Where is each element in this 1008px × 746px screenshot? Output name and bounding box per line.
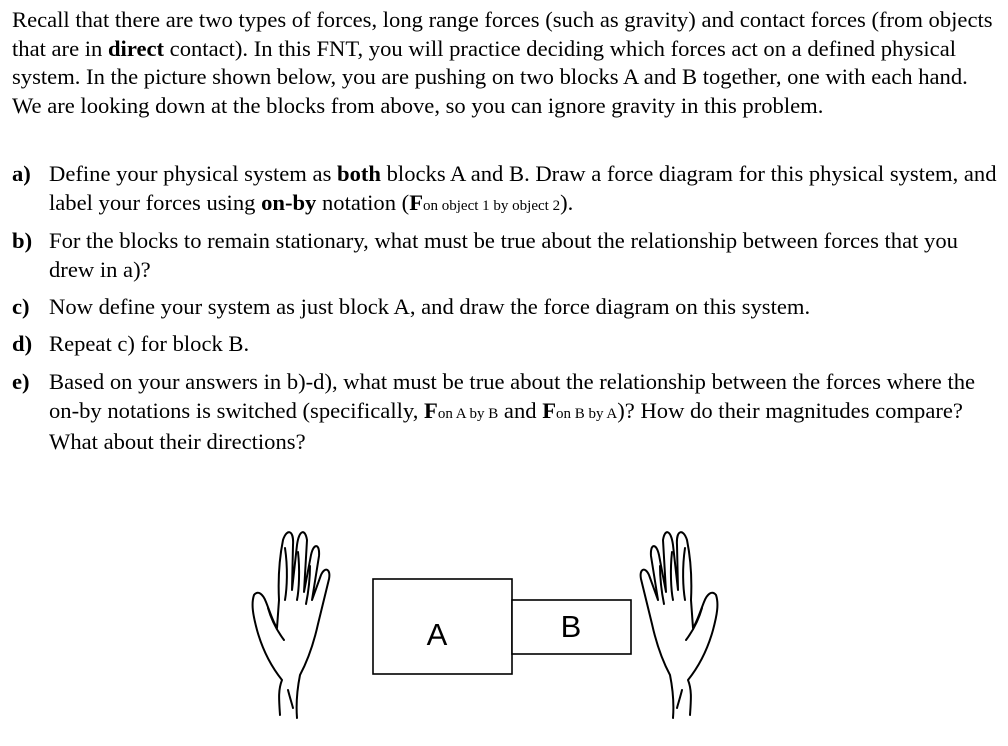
- intro-paragraph: Recall that there are two types of forces, long range forces (such as gravity) and contact forces (from objects that are in direct contact). In this FNT, you will practice deciding which forces act on a defined physical system. In the picture shown below, you are pushing on two blocks A and B together, one with each hand. We are looking down at the blocks from above, so you can ignore gravity in this problem.: [12, 7, 993, 118]
- question-text: Now define your system as just block A, and draw the force diagram on this system.: [49, 294, 811, 319]
- block-b-label: B: [560, 609, 582, 645]
- question-text: For the blocks to remain stationary, what must be true about the relationship between forces that you drew in a)?: [49, 228, 958, 282]
- question-text: Define your physical system as both blocks A and B. Draw a force diagram for this physical system, and label your forces using on-by notation (Fon object 1 by object 2).: [49, 161, 997, 215]
- question-label: b): [12, 228, 33, 253]
- block-a-label: A: [426, 617, 448, 653]
- left-hand-icon: [253, 532, 330, 718]
- question-text: Repeat c) for block B.: [49, 331, 250, 356]
- question-label: a): [12, 161, 31, 186]
- emphasis-direct: direct: [107, 35, 165, 61]
- question-label: c): [12, 294, 30, 319]
- right-hand-icon: [641, 532, 718, 718]
- question-label: d): [12, 331, 33, 356]
- question-text: Based on your answers in b)-d), what must be true about the relationship between the forces where the on-by notations is switched (specifically, Fon A by B and Fon B by A)? How do their magnitudes compare? What about their directions?: [49, 369, 976, 455]
- question-label: e): [12, 369, 30, 394]
